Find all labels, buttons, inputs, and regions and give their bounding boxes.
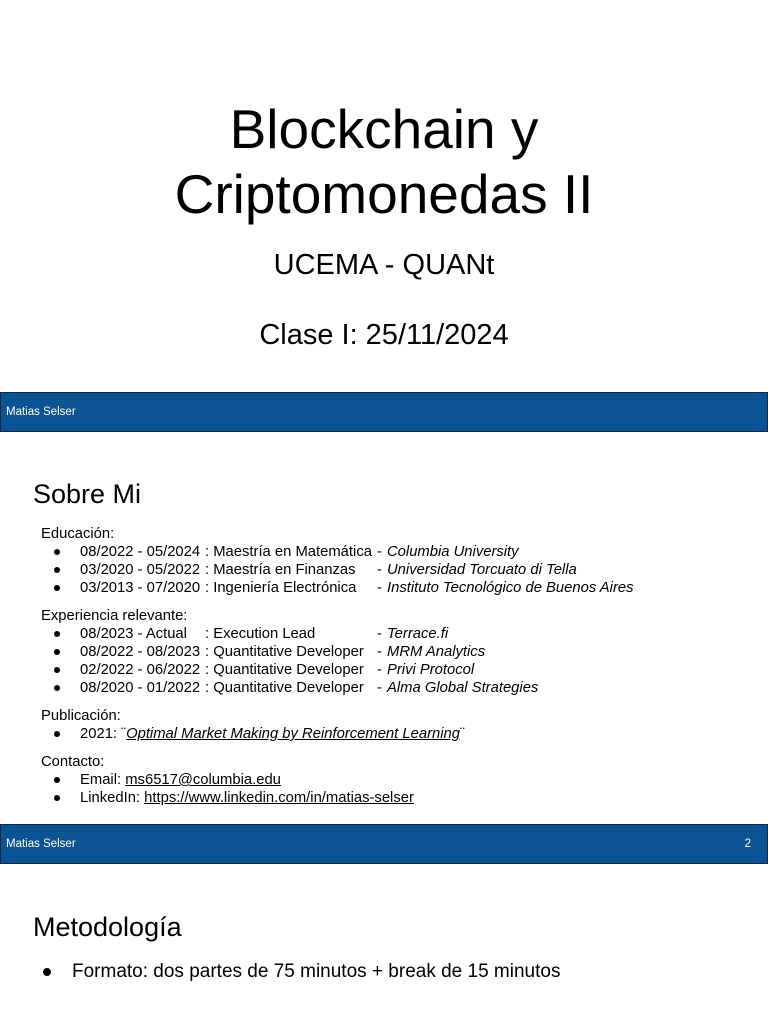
- page-number: 2: [744, 838, 751, 850]
- item-separator: -: [377, 680, 382, 696]
- education-label: Educación:: [41, 526, 115, 542]
- item-dates: 03/2013 - 07/2020: [80, 580, 201, 596]
- slide-footer-bar: [0, 824, 768, 864]
- experience-label: Experiencia relevante:: [41, 608, 188, 624]
- item-degree: : Ingeniería Electrónica: [205, 580, 357, 596]
- item-institution: Universidad Torcuato di Tella: [387, 562, 577, 578]
- title-slide: [0, 0, 768, 432]
- publication-section: [41, 707, 741, 743]
- item-degree: : Maestría en Matemática: [205, 544, 372, 560]
- bullet-icon: [54, 795, 60, 801]
- item-dates: 02/2022 - 06/2022: [80, 662, 201, 678]
- contact-email-item: [41, 771, 741, 789]
- title-line-1: Blockchain y: [229, 98, 539, 160]
- publication-quote-close: ¨: [459, 726, 465, 742]
- education-item: [41, 579, 741, 597]
- session-date: Clase I: 25/11/2024: [259, 319, 509, 351]
- experience-item: [41, 643, 741, 661]
- item-separator: -: [377, 580, 382, 596]
- item-role: : Quantitative Developer: [205, 644, 364, 660]
- publication-item: [41, 725, 741, 743]
- item-separator: -: [377, 544, 382, 560]
- education-section: [41, 525, 741, 597]
- contact-label: Contacto:: [41, 754, 105, 770]
- education-item: [41, 543, 741, 561]
- item-separator: -: [377, 626, 382, 642]
- bullet-icon: [43, 968, 51, 976]
- experience-item: [41, 679, 741, 697]
- experience-item: [41, 625, 741, 643]
- item-separator: -: [377, 562, 382, 578]
- title-line-2: Criptomonedas II: [174, 163, 594, 225]
- methodology-slide: [0, 864, 768, 1024]
- footer-author: Matias Selser: [6, 838, 76, 850]
- email-link[interactable]: ms6517@columbia.edu: [125, 772, 281, 788]
- slide-footer-bar: [0, 392, 768, 432]
- item-institution: Instituto Tecnológico de Buenos Aires: [387, 580, 634, 596]
- bullet-icon: [54, 685, 60, 691]
- email-label: Email:: [80, 772, 126, 788]
- linkedin-link[interactable]: https://www.linkedin.com/in/matias-selser: [144, 790, 414, 806]
- presentation-title: [0, 97, 768, 227]
- item-separator: -: [377, 662, 382, 678]
- footer-author: Matias Selser: [6, 406, 76, 418]
- publication-link[interactable]: Optimal Market Making by Reinforcement Learning: [126, 726, 460, 742]
- item-separator: -: [377, 644, 382, 660]
- bullet-icon: [54, 667, 60, 673]
- item-dates: 08/2022 - 08/2023: [80, 644, 201, 660]
- item-dates: 08/2022 - 05/2024: [80, 544, 201, 560]
- bullet-icon: [54, 585, 60, 591]
- education-item: [41, 561, 741, 579]
- item-company: MRM Analytics: [387, 644, 486, 660]
- about-content: [41, 525, 741, 807]
- about-slide: [0, 432, 768, 864]
- item-company: Privi Protocol: [387, 662, 475, 678]
- item-institution: Columbia University: [387, 544, 519, 560]
- item-degree: : Maestría en Finanzas: [205, 562, 356, 578]
- bullet-icon: [54, 649, 60, 655]
- bullet-icon: [54, 731, 60, 737]
- bullet-icon: [54, 567, 60, 573]
- item-dates: 03/2020 - 05/2022: [80, 562, 201, 578]
- bullet-icon: [54, 631, 60, 637]
- publication-label: Publicación:: [41, 708, 121, 724]
- contact-linkedin-item: [41, 789, 741, 807]
- item-role: : Quantitative Developer: [205, 680, 364, 696]
- publication-year: 2021: ¨: [80, 726, 127, 742]
- bullet-icon: [54, 549, 60, 555]
- contact-section: [41, 753, 741, 807]
- methodology-bullet: [0, 960, 768, 984]
- experience-item: [41, 661, 741, 679]
- bullet-icon: [54, 777, 60, 783]
- slide-heading: Sobre Mi: [33, 479, 142, 509]
- methodology-list: [0, 960, 768, 984]
- course-subtitle: UCEMA - QUANt: [273, 249, 495, 281]
- slide-heading: Metodología: [33, 912, 182, 942]
- experience-section: [41, 607, 741, 697]
- item-role: : Execution Lead: [205, 626, 316, 642]
- item-dates: 08/2020 - 01/2022: [80, 680, 201, 696]
- item-dates: 08/2023 - Actual: [80, 626, 187, 642]
- item-company: Alma Global Strategies: [387, 680, 539, 696]
- methodology-bullet-text: Formato: dos partes de 75 minutos + break de 15 minutos: [72, 961, 561, 982]
- linkedin-label: LinkedIn:: [80, 790, 145, 806]
- item-company: Terrace.fi: [387, 626, 449, 642]
- item-role: : Quantitative Developer: [205, 662, 364, 678]
